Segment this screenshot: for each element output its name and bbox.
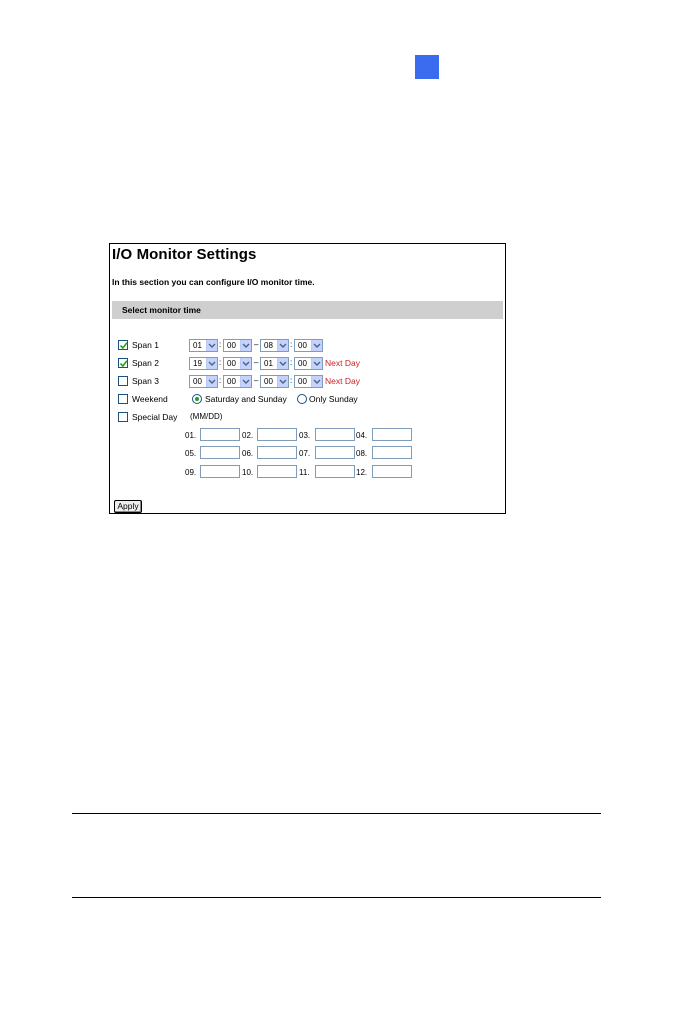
span-3-end-min-select[interactable]	[294, 375, 323, 388]
chevron-down-icon	[311, 376, 322, 387]
chevron-down-icon	[240, 376, 251, 387]
special-day-row	[110, 411, 507, 425]
span-row-2	[110, 357, 507, 371]
special-day-input-03[interactable]	[315, 428, 355, 441]
time-separator: :	[219, 376, 222, 385]
special-day-input-04[interactable]	[372, 428, 412, 441]
special-day-label-01: 01.	[185, 431, 197, 440]
time-separator: :	[290, 340, 293, 349]
select-value: 00	[227, 377, 236, 386]
select-value: 08	[264, 341, 273, 350]
span-label: Span 2	[132, 358, 159, 368]
special-day-label-05: 05.	[185, 449, 197, 458]
checkmark-icon	[119, 341, 129, 351]
special-day-input-07[interactable]	[315, 446, 355, 459]
range-separator: –	[254, 358, 259, 367]
radio-dot	[195, 397, 199, 401]
special-day-label-11: 11.	[299, 468, 310, 477]
span-2-end-min-select[interactable]	[294, 357, 323, 370]
weekend-row	[110, 393, 507, 407]
special-day-checkbox[interactable]	[118, 412, 128, 422]
special-day-label-04: 04.	[356, 431, 368, 440]
special-day-label-03: 03.	[299, 431, 311, 440]
chevron-down-icon	[240, 340, 251, 351]
saturday-and-sunday-label: Saturday and Sunday	[205, 394, 287, 404]
span-2-start-min-select[interactable]	[223, 357, 252, 370]
special-day-label-12: 12.	[356, 468, 368, 477]
span-3-end-hour-select[interactable]	[260, 375, 289, 388]
section-header: Select monitor time	[112, 301, 503, 319]
special-day-input-10[interactable]	[257, 465, 297, 478]
span-1-checkbox[interactable]	[118, 340, 128, 350]
select-value: 00	[298, 377, 307, 386]
chevron-down-icon	[206, 340, 217, 351]
special-day-input-06[interactable]	[257, 446, 297, 459]
range-separator: –	[254, 376, 259, 385]
next-day-note: Next Day	[325, 358, 360, 368]
span-1-start-hour-select[interactable]	[189, 339, 218, 352]
checkmark-icon	[119, 359, 129, 369]
chevron-down-icon	[311, 340, 322, 351]
time-separator: :	[219, 358, 222, 367]
time-separator: :	[290, 358, 293, 367]
select-value: 00	[298, 359, 307, 368]
span-1-end-hour-select[interactable]	[260, 339, 289, 352]
span-2-start-hour-select[interactable]	[189, 357, 218, 370]
io-monitor-settings-panel	[109, 243, 506, 514]
span-3-start-min-select[interactable]	[223, 375, 252, 388]
select-value: 01	[193, 341, 202, 350]
span-row-1	[110, 339, 507, 353]
select-value: 00	[227, 341, 236, 350]
select-value: 00	[298, 341, 307, 350]
date-format-hint: (MM/DD)	[190, 412, 223, 421]
apply-button[interactable]: Apply	[114, 500, 142, 513]
weekend-label: Weekend	[132, 394, 168, 404]
divider-top	[72, 813, 601, 814]
chevron-down-icon	[240, 358, 251, 369]
special-day-input-01[interactable]	[200, 428, 240, 441]
chevron-down-icon	[277, 376, 288, 387]
time-separator: :	[219, 340, 222, 349]
only-sunday-radio[interactable]	[297, 394, 307, 404]
special-day-input-02[interactable]	[257, 428, 297, 441]
span-label: Span 1	[132, 340, 159, 350]
special-day-input-12[interactable]	[372, 465, 412, 478]
next-day-note: Next Day	[325, 376, 360, 386]
divider-bottom	[72, 897, 601, 898]
chevron-down-icon	[206, 358, 217, 369]
select-value: 01	[264, 359, 273, 368]
special-day-label-06: 06.	[242, 449, 254, 458]
page-marker	[415, 55, 439, 79]
special-day-label-09: 09.	[185, 468, 197, 477]
select-value: 00	[193, 377, 202, 386]
range-separator: –	[254, 340, 259, 349]
span-2-checkbox[interactable]	[118, 358, 128, 368]
span-label: Span 3	[132, 376, 159, 386]
span-1-end-min-select[interactable]	[294, 339, 323, 352]
span-3-start-hour-select[interactable]	[189, 375, 218, 388]
select-value: 00	[264, 377, 273, 386]
span-1-start-min-select[interactable]	[223, 339, 252, 352]
weekend-checkbox[interactable]	[118, 394, 128, 404]
special-day-input-08[interactable]	[372, 446, 412, 459]
chevron-down-icon	[206, 376, 217, 387]
intro-text: In this section you can configure I/O monitor time.	[112, 277, 315, 287]
special-day-label-07: 07.	[299, 449, 311, 458]
special-day-input-11[interactable]	[315, 465, 355, 478]
special-day-label: Special Day	[132, 412, 178, 422]
special-day-label-10: 10.	[242, 468, 254, 477]
select-value: 00	[227, 359, 236, 368]
special-day-input-09[interactable]	[200, 465, 240, 478]
chevron-down-icon	[311, 358, 322, 369]
chevron-down-icon	[277, 358, 288, 369]
saturday-and-sunday-radio[interactable]	[192, 394, 202, 404]
only-sunday-label: Only Sunday	[309, 394, 358, 404]
chevron-down-icon	[277, 340, 288, 351]
time-separator: :	[290, 376, 293, 385]
span-3-checkbox[interactable]	[118, 376, 128, 386]
special-day-input-05[interactable]	[200, 446, 240, 459]
select-value: 19	[193, 359, 202, 368]
special-day-label-08: 08.	[356, 449, 368, 458]
page-title: I/O Monitor Settings	[112, 246, 257, 263]
span-2-end-hour-select[interactable]	[260, 357, 289, 370]
span-row-3	[110, 375, 507, 389]
special-day-label-02: 02.	[242, 431, 254, 440]
